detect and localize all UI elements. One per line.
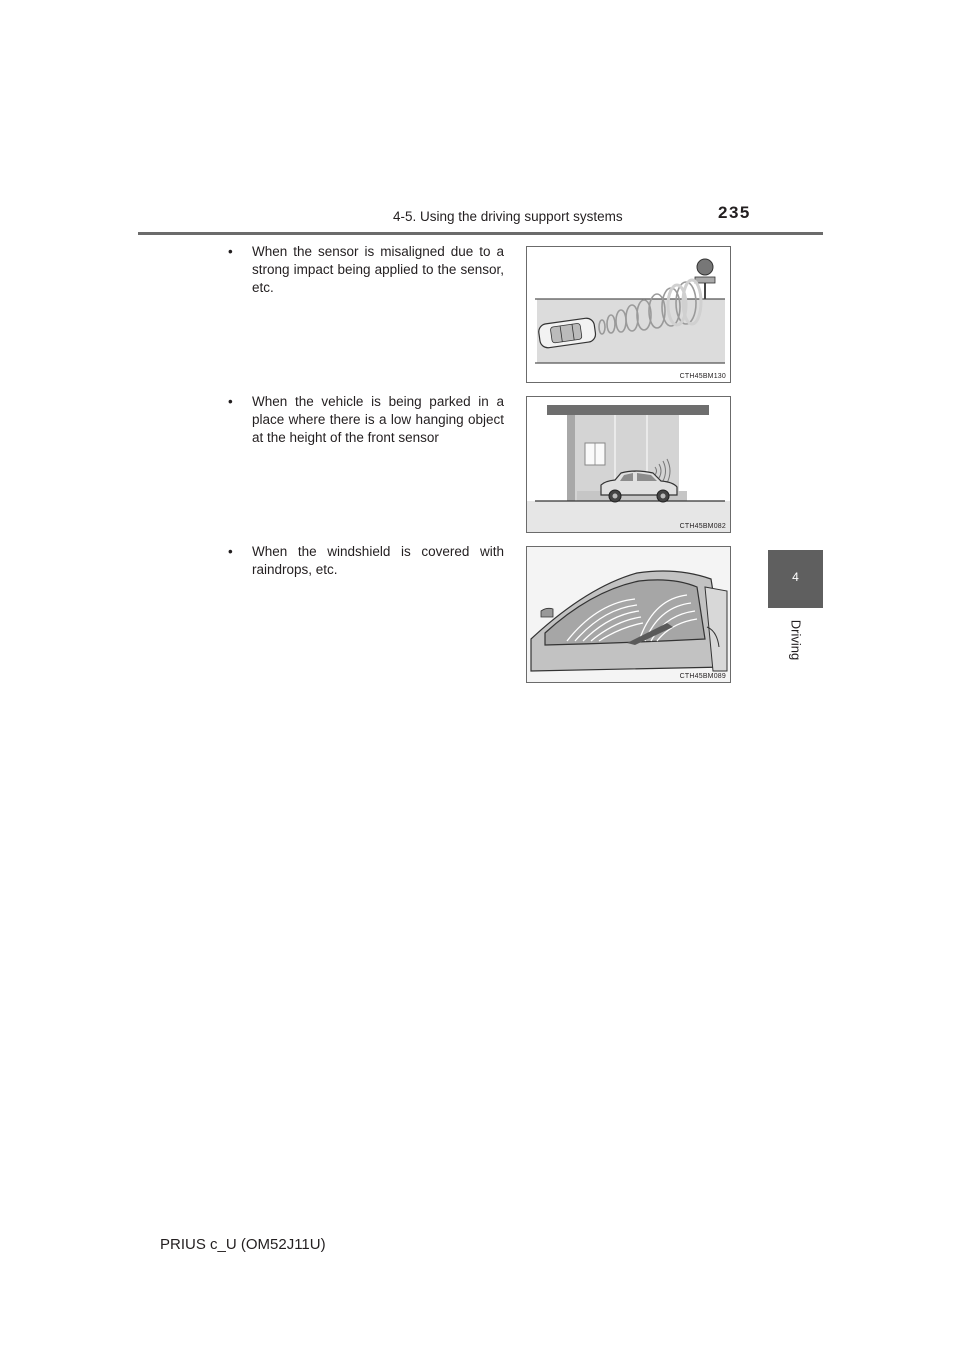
bullet-dot: • — [228, 244, 233, 259]
page-number: 235 — [718, 203, 751, 222]
rain-windshield-illustration — [526, 546, 731, 683]
figure-code: CTH45BM082 — [679, 523, 726, 530]
figure-code: CTH45BM089 — [679, 673, 726, 680]
vehicle-sensor-waves-illustration — [526, 246, 731, 383]
bullet-item — [228, 243, 504, 297]
footer-model-label: PRIUS c_U (OM52J11U) — [160, 1236, 326, 1253]
bullet-item — [228, 393, 504, 447]
bullet-text: When the windshield is covered with raindrops, etc. — [252, 544, 504, 577]
figure-code: CTH45BM130 — [679, 373, 726, 380]
chapter-number: 4 — [792, 570, 799, 584]
header-rule — [138, 232, 823, 235]
bullet-text: When the sensor is misaligned due to a strong impact being applied to the sensor, etc. — [252, 244, 504, 295]
chapter-tab — [768, 550, 823, 608]
bullet-dot: • — [228, 544, 233, 559]
section-title: 4-5. Using the driving support systems — [393, 209, 623, 224]
parked-car-under-roof-illustration — [526, 396, 731, 533]
bullet-text: When the vehicle is being parked in a place where there is a low hanging object at the height of the front sensor — [252, 394, 504, 445]
bullet-item — [228, 543, 504, 579]
bullet-dot: • — [228, 394, 233, 409]
chapter-label: Driving — [788, 619, 804, 661]
